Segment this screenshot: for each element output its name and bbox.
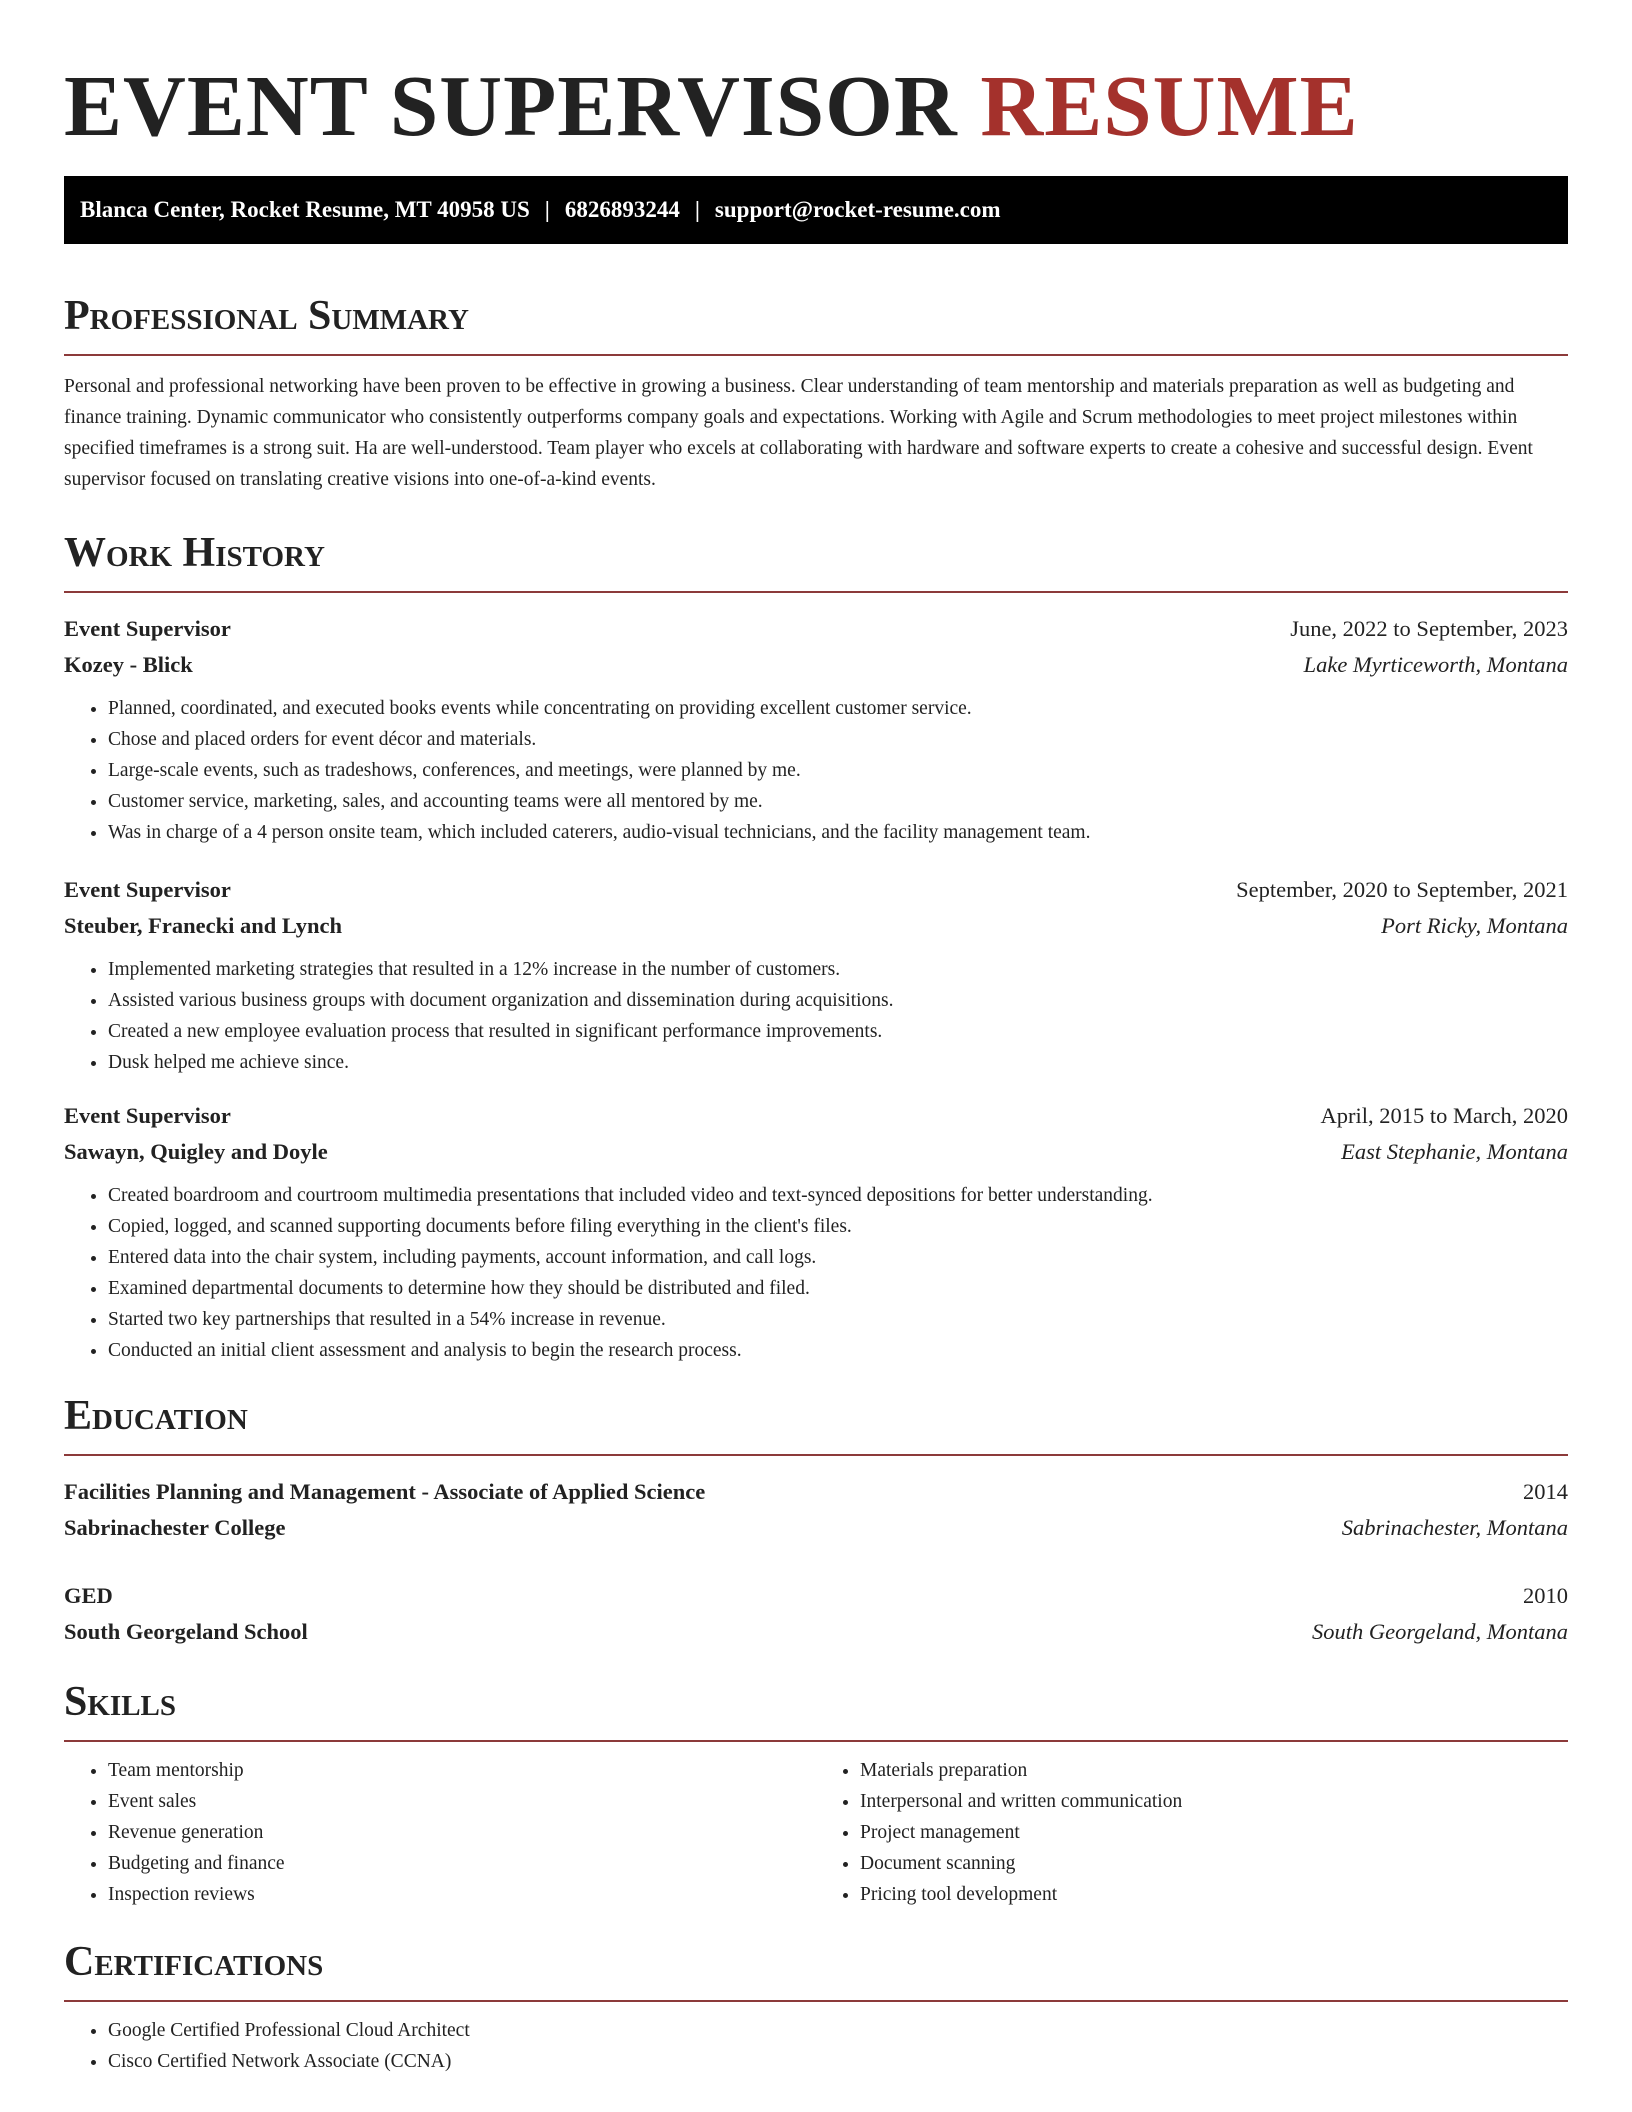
education-entry <box>64 1474 1568 1546</box>
job-location: East Stephanie, Montana <box>1341 1139 1568 1164</box>
contact-phone[interactable]: 6826893244 <box>564 197 680 222</box>
education-school: Sabrinachester College <box>64 1515 286 1540</box>
skill-item: • Revenue generation <box>108 1817 816 1848</box>
certification-item: • Cisco Certified Network Associate (CCNA) <box>108 2046 1568 2077</box>
job-title: Event Supervisor <box>64 1103 231 1128</box>
job-company: Steuber, Franecki and Lynch <box>64 913 342 938</box>
skills-list-left <box>64 1755 816 1910</box>
skill-item: • Inspection reviews <box>108 1879 816 1910</box>
job-bullet: • Dusk helped me achieve since. <box>108 1047 1568 1078</box>
job-bullet: • Customer service, marketing, sales, and accounting teams were all mentored by me. <box>108 786 1568 817</box>
job-dates: April, 2015 to March, 2020 <box>1320 1103 1568 1128</box>
job-entry <box>64 611 1568 848</box>
skills-columns <box>64 1755 1568 1910</box>
education-heading: Education <box>64 1393 248 1439</box>
job-bullet: • Examined departmental documents to determine how they should be distributed and filed. <box>108 1273 1568 1304</box>
contact-email[interactable]: support@rocket-resume.com <box>714 197 1001 222</box>
education-degree: GED <box>64 1583 113 1608</box>
section-divider <box>64 2000 1568 2002</box>
job-title: Event Supervisor <box>64 877 231 902</box>
job-bullet: • Large-scale events, such as tradeshows, conferences, and meetings, were planned by me. <box>108 755 1568 786</box>
job-bullet: • Planned, coordinated, and executed books events while concentrating on providing excellent customer service. <box>108 693 1568 724</box>
skill-item: • Interpersonal and written communication <box>860 1786 1568 1817</box>
education-entry <box>64 1578 1568 1650</box>
contact-address: Blanca Center, Rocket Resume, MT 40958 US <box>80 197 530 222</box>
job-bullet: • Chose and placed orders for event décor and materials. <box>108 724 1568 755</box>
section-divider <box>64 1454 1568 1456</box>
contact-separator: | <box>694 197 700 222</box>
skill-item: • Project management <box>860 1817 1568 1848</box>
job-bullet: • Was in charge of a 4 person onsite team, which included caterers, audio-visual technicians, and the facility management team. <box>108 817 1568 848</box>
title-main: EVENT SUPERVISOR <box>64 57 958 154</box>
job-company: Kozey - Blick <box>64 652 193 677</box>
summary-heading: Professional Summary <box>64 293 469 339</box>
job-bullet: • Copied, logged, and scanned supporting documents before filing everything in the client's files. <box>108 1211 1568 1242</box>
job-location: Lake Myrticeworth, Montana <box>1303 652 1568 677</box>
job-bullets <box>64 1180 1568 1366</box>
job-location: Port Ricky, Montana <box>1381 913 1568 938</box>
skill-item: • Event sales <box>108 1786 816 1817</box>
job-entry <box>64 1098 1568 1366</box>
job-bullet: • Conducted an initial client assessment and analysis to begin the research process. <box>108 1335 1568 1366</box>
job-dates: September, 2020 to September, 2021 <box>1236 877 1568 902</box>
skill-item: • Pricing tool development <box>860 1879 1568 1910</box>
certifications-list <box>64 2015 1568 2077</box>
certifications-heading: Certifications <box>64 1939 324 1985</box>
resume-title <box>64 56 1568 156</box>
job-bullet: • Implemented marketing strategies that resulted in a 12% increase in the number of customers. <box>108 954 1568 985</box>
section-divider <box>64 354 1568 356</box>
skills-heading: Skills <box>64 1679 177 1725</box>
education-school: South Georgeland School <box>64 1619 308 1644</box>
job-bullets <box>64 954 1568 1078</box>
title-accent: RESUME <box>980 57 1359 154</box>
job-bullet: • Started two key partnerships that resulted in a 54% increase in revenue. <box>108 1304 1568 1335</box>
education-location: Sabrinachester, Montana <box>1341 1515 1568 1540</box>
education-location: South Georgeland, Montana <box>1311 1619 1568 1644</box>
section-divider <box>64 591 1568 593</box>
skill-item: • Document scanning <box>860 1848 1568 1879</box>
contact-separator: | <box>544 197 550 222</box>
education-year: 2014 <box>1523 1479 1568 1504</box>
contact-bar <box>64 176 1568 244</box>
skill-item: • Budgeting and finance <box>108 1848 816 1879</box>
certification-item: • Google Certified Professional Cloud Architect <box>108 2015 1568 2046</box>
job-title: Event Supervisor <box>64 616 231 641</box>
section-divider <box>64 1740 1568 1742</box>
job-bullet: • Created boardroom and courtroom multimedia presentations that included video and text-synced depositions for better understanding. <box>108 1180 1568 1211</box>
education-year: 2010 <box>1523 1583 1568 1608</box>
skill-item: • Team mentorship <box>108 1755 816 1786</box>
skills-list-right <box>816 1755 1568 1910</box>
job-bullet: • Entered data into the chair system, including payments, account information, and call logs. <box>108 1242 1568 1273</box>
job-bullet: • Assisted various business groups with document organization and dissemination during acquisitions. <box>108 985 1568 1016</box>
skill-item: • Materials preparation <box>860 1755 1568 1786</box>
job-entry <box>64 872 1568 1078</box>
job-bullet: • Created a new employee evaluation process that resulted in significant performance improvements. <box>108 1016 1568 1047</box>
work-history-heading: Work History <box>64 530 325 576</box>
job-bullets <box>64 693 1568 848</box>
summary-text: Personal and professional networking have been proven to be effective in growing a business. Clear understanding of team mentorship and materials preparation as well as budgeting and finance training. Dynamic communicator who consistently outperforms company goals and expectations. Working with Agile and Scrum methodologies to meet project milestones within specified timeframes is a strong suit. Ha are well-understood. Team player who excels at collaborating with hardware and software experts to create a cohesive and successful design. Event supervisor focused on translating creative visions into one-of-a-kind events. <box>64 376 1533 490</box>
education-degree: Facilities Planning and Management - Associate of Applied Science <box>64 1479 706 1504</box>
job-dates: June, 2022 to September, 2023 <box>1290 616 1568 641</box>
job-company: Sawayn, Quigley and Doyle <box>64 1139 328 1164</box>
